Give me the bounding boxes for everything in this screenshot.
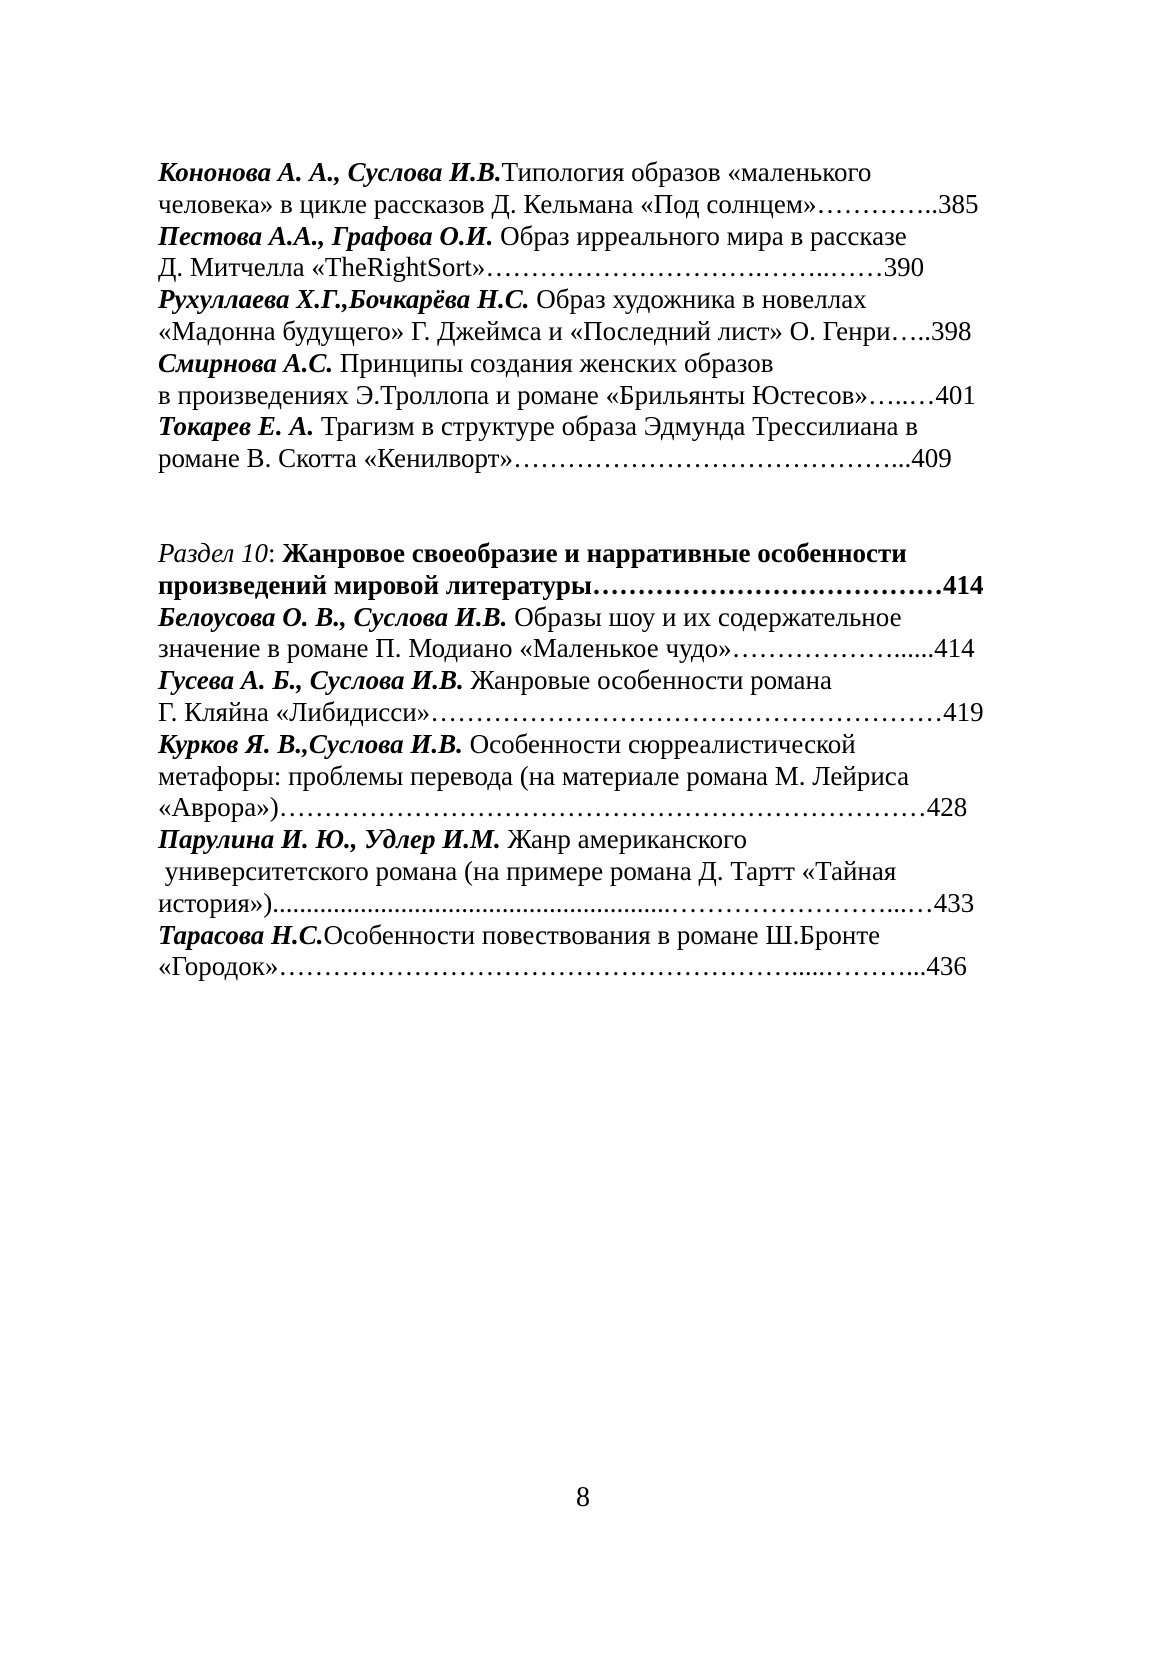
toc-entry (158, 221, 1018, 285)
toc-entry-line (158, 824, 1018, 856)
toc-entry-line (158, 348, 1018, 380)
toc-entry (158, 665, 1018, 729)
toc-entry-line (158, 221, 1018, 253)
section-label: Раздел 10 (158, 537, 268, 568)
section-colon: : (267, 537, 283, 568)
toc-entry-line: университетского романа (на примере романа Д. Тартт «Тайная (158, 855, 897, 886)
toc-entry-line: значение в романе П. Модиано «Маленькое чудо»………………......414 (158, 633, 975, 664)
section-heading (158, 538, 1018, 602)
page-number: 8 (576, 1482, 590, 1513)
toc-entry-line: в произведениях Э.Троллопа и романе «Брильянты Юстесов»…..…401 (158, 379, 976, 410)
toc-entry (158, 284, 1018, 348)
toc-entry-authors: Курков Я. В.,Суслова И.В. (158, 728, 463, 759)
toc-entry-line: история»)...........................................................……………………...…433 (158, 887, 975, 918)
toc-entry-title: Жанровые особенности романа (463, 665, 832, 696)
toc-entry-line (158, 665, 1018, 697)
toc-entry-authors: Гусева А. Б., Суслова И.В. (158, 665, 464, 696)
toc-entry-line (158, 920, 1018, 952)
toc-entry-title: Образ ирреального мира в рассказе (493, 220, 907, 251)
toc-entry-authors: Парулина И. Ю., Удлер И.М. (158, 824, 501, 855)
toc-entry-line: романе В. Скотта «Кенилворт»……………………………………...409 (158, 443, 952, 474)
toc-entry (158, 157, 1018, 221)
section-heading-line (158, 538, 1018, 570)
toc-entry-title: Принципы создания женских образов (333, 347, 774, 378)
toc-entry-line: «Городок»………………………………………………….....………...436 (158, 951, 967, 982)
toc-entry-title: Образы шоу и их содержательное (507, 601, 902, 632)
toc-entry-authors: Пестова А.А., Графова О.И. (158, 220, 494, 251)
toc-entry-line: Г. Кляйна «Либидисси»…………………………………………………419 (158, 696, 984, 727)
toc-entry-line (158, 411, 1018, 443)
toc-entry-title: Образ художника в новеллах (529, 284, 867, 315)
toc-entry (158, 411, 1018, 475)
section-title-line: произведений мировой литературы…………………………………414 (158, 569, 984, 600)
toc-entry-authors: Рухуллаева Х.Г.,Бочкарёва Н.С. (158, 284, 530, 315)
toc-entry-authors: Токарев Е. А. (158, 411, 315, 442)
toc-entry-line: Д. Митчелла «TheRightSort»………………………….……..……390 (158, 252, 925, 283)
toc-entry-authors: Тарасова Н.С. (158, 919, 324, 950)
toc-entry (158, 729, 1018, 824)
toc-entry-authors: Белоусова О. В., Суслова И.В. (158, 601, 508, 632)
toc-entry-title: Жанр американского (500, 824, 747, 855)
toc-entry (158, 920, 1018, 984)
toc-entry-title: Особенности сюрреалистической (462, 728, 856, 759)
toc-entry-line: человека» в цикле рассказов Д. Кельмана «Под солнцем»…………..385 (158, 188, 979, 219)
toc-entry-authors: Смирнова А.С. (158, 347, 334, 378)
toc-entry-line (158, 157, 1018, 189)
toc-entry-line (158, 602, 1018, 634)
section-title: Жанровое своеобразие и нарративные особенности (282, 537, 907, 568)
toc-entry-line (158, 284, 1018, 316)
toc-entry-line: «Мадонна будущего» Г. Джеймса и «Последний лист» О. Генри…..398 (158, 315, 972, 346)
toc-entry-line: «Аврора»)………………………………………………………………428 (158, 792, 968, 823)
toc-entry (158, 824, 1018, 919)
toc-entry-title: Типология образов «маленького (501, 157, 872, 187)
toc-entry-title: Особенности повествования в романе Ш.Бронте (323, 919, 881, 950)
toc-entry-authors: Кононова А. А., Суслова И.В. (158, 157, 502, 187)
toc-entry-line (158, 729, 1018, 761)
table-of-contents (158, 157, 1018, 983)
toc-entry-line: метафоры: проблемы перевода (на материале романа М. Лейриса (158, 760, 910, 791)
toc-entry-title: Трагизм в структуре образа Эдмунда Трессилиана в (314, 411, 919, 442)
toc-entry (158, 348, 1018, 412)
toc-entry (158, 602, 1018, 666)
